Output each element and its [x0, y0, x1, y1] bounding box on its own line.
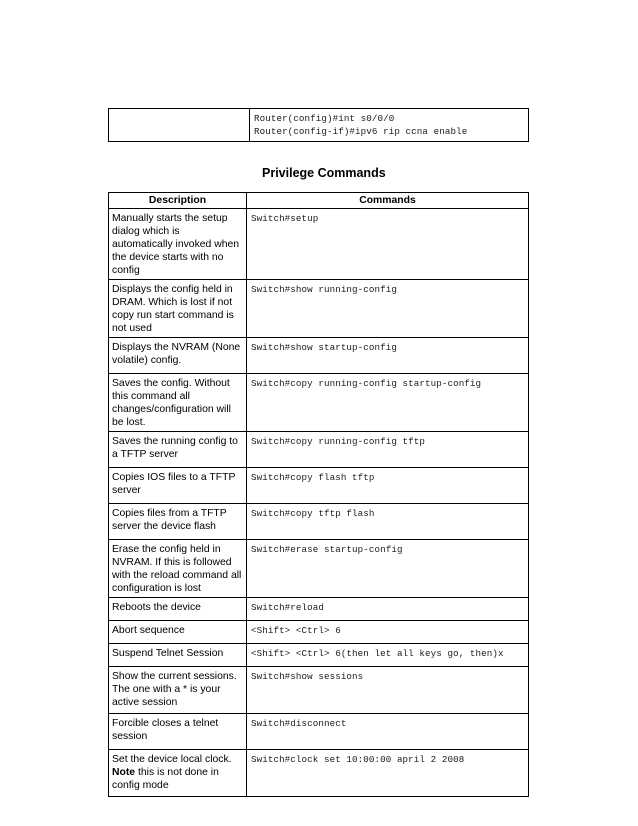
- row-command: Switch#copy flash tftp: [251, 472, 375, 483]
- header-description: Description: [109, 193, 247, 209]
- row-description: Suspend Telnet Session: [109, 644, 247, 667]
- table-row: [109, 750, 529, 797]
- row-description: Abort sequence: [109, 621, 247, 644]
- table-row: [109, 338, 529, 374]
- row-command: Switch#setup: [251, 213, 319, 224]
- table-row: [109, 432, 529, 468]
- config-cell: [250, 109, 529, 142]
- row-command: Switch#show startup-config: [251, 342, 397, 353]
- top-config-table: [108, 108, 529, 142]
- table-row: [109, 667, 529, 714]
- row-command: Switch#erase startup-config: [251, 544, 403, 555]
- table-row: [109, 280, 529, 338]
- row-command: Switch#copy running-config tftp: [251, 436, 426, 447]
- row-description: Manually starts the setup dialog which is automatically invoked when the device starts with no config: [109, 209, 247, 280]
- privilege-commands-table: [108, 192, 529, 797]
- row-description: Saves the config. Without this command all changes/configuration will be lost.: [109, 374, 247, 432]
- header-commands: Commands: [247, 193, 529, 209]
- header-row: [109, 193, 529, 209]
- row-description: Saves the running config to a TFTP server: [109, 432, 247, 468]
- table-row: [109, 109, 529, 142]
- row-command: Switch#clock set 10:00:00 april 2 2008: [251, 754, 465, 765]
- description-text: this is not done in config mode: [112, 767, 219, 791]
- row-command: Switch#reload: [251, 602, 324, 613]
- table-row: [109, 374, 529, 432]
- row-command: <Shift> <Ctrl> 6: [251, 625, 341, 636]
- row-description: Erase the config held in NVRAM. If this is followed with the reload command all configuration is lost: [109, 540, 247, 598]
- table-row: [109, 540, 529, 598]
- row-description: Copies files from a TFTP server the device flash: [109, 504, 247, 540]
- section-title: Privilege Commands: [262, 166, 386, 180]
- note-label: Note: [112, 767, 136, 778]
- row-description: Displays the config held in DRAM. Which is lost if not copy run start command is not used: [109, 280, 247, 338]
- row-description: Displays the NVRAM (None volatile) config.: [109, 338, 247, 374]
- config-line: Router(config-if)#ipv6 rip ccna enable: [254, 126, 468, 137]
- row-description: Copies IOS files to a TFTP server: [109, 468, 247, 504]
- row-command: Switch#disconnect: [251, 718, 347, 729]
- table-row: [109, 504, 529, 540]
- table-row: [109, 621, 529, 644]
- row-command: <Shift> <Ctrl> 6(then let all keys go, then)x: [251, 648, 504, 659]
- row-command: Switch#copy tftp flash: [251, 508, 375, 519]
- table-row: [109, 598, 529, 621]
- table-row: [109, 644, 529, 667]
- row-description: Forcible closes a telnet session: [109, 714, 247, 750]
- empty-cell: [109, 109, 250, 142]
- row-command: Switch#copy running-config startup-config: [251, 378, 482, 389]
- description-text: Set the device local clock.: [112, 754, 232, 765]
- row-description: Reboots the device: [109, 598, 247, 621]
- table-row: [109, 468, 529, 504]
- row-command: Switch#show running-config: [251, 284, 397, 295]
- row-description: [109, 750, 247, 797]
- table-row: [109, 209, 529, 280]
- row-command: Switch#show sessions: [251, 671, 364, 682]
- table-row: [109, 714, 529, 750]
- row-description: Show the current sessions. The one with a * is your active session: [109, 667, 247, 714]
- config-line: Router(config)#int s0/0/0: [254, 113, 395, 124]
